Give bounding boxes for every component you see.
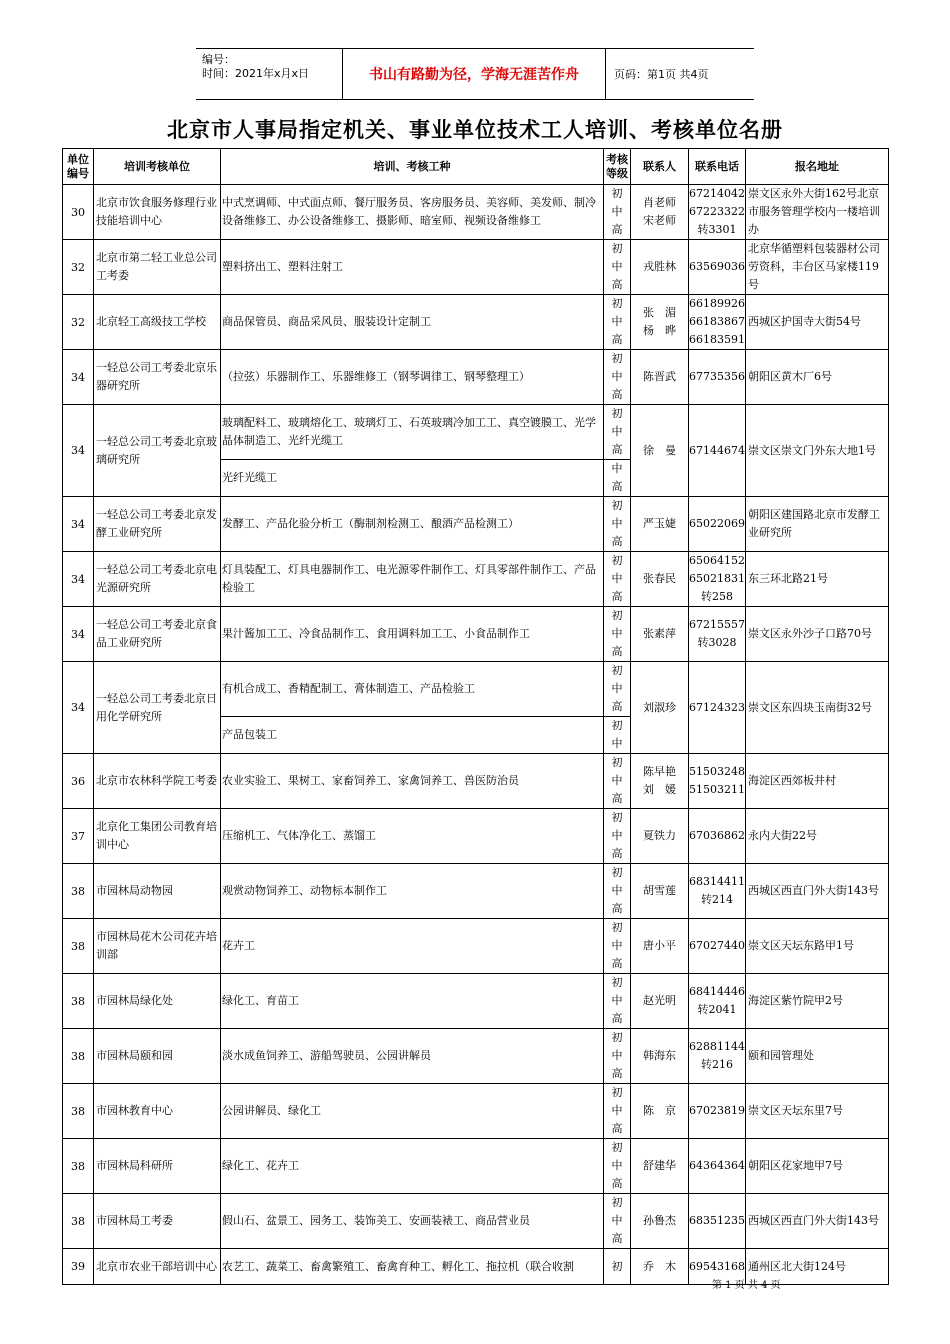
level-item: 初	[611, 1086, 623, 1099]
table-row	[63, 662, 889, 717]
contact-name: 戎胜林	[643, 260, 676, 273]
level-item: 高	[611, 590, 623, 603]
table-row	[63, 185, 889, 240]
phone-line: 转214	[701, 893, 733, 906]
level-item: 中	[611, 260, 623, 273]
unit-name: 北京市饮食服务修理行业技能培训中心	[94, 185, 221, 240]
exam-levels	[604, 185, 631, 240]
phone-line: 67144674	[689, 443, 745, 457]
phone-line: 51503248	[689, 765, 745, 778]
level-item: 中	[611, 1214, 623, 1227]
phone-line: 转3301	[697, 223, 737, 236]
contact-person	[631, 552, 689, 607]
signup-address: 海淀区紫竹院甲2号	[746, 974, 889, 1029]
trade-list: 商品保管员、商品采风员、服装设计定制工	[221, 295, 604, 350]
exam-levels	[604, 754, 631, 809]
signup-address: 西城区护国寺大街54号	[746, 295, 889, 350]
table-row	[63, 405, 889, 460]
col-trade: 培训、考核工种	[221, 149, 604, 185]
unit-name: 北京市农业干部培训中心	[94, 1249, 221, 1285]
contact-phone	[689, 185, 746, 240]
exam-levels	[604, 240, 631, 295]
trade-list: 有机合成工、香精配制工、膏体制造工、产品检验工	[221, 662, 604, 717]
contact-phone	[689, 295, 746, 350]
level-item: 初	[611, 1259, 623, 1273]
unit-code: 38	[63, 974, 94, 1029]
level-item: 中	[611, 462, 623, 475]
contact-person	[631, 295, 689, 350]
exam-levels	[604, 350, 631, 405]
level-item: 初	[611, 719, 623, 732]
level-item: 高	[611, 957, 623, 970]
unit-code: 36	[63, 754, 94, 809]
phone-line: 64364364	[689, 1159, 745, 1172]
table-row	[63, 754, 889, 809]
table-row	[63, 1029, 889, 1084]
contact-person	[631, 662, 689, 754]
level-item: 高	[611, 1012, 623, 1025]
table-row	[63, 350, 889, 405]
phone-line: 68314411	[689, 875, 745, 888]
exam-levels	[604, 717, 631, 754]
level-item: 高	[611, 223, 623, 236]
exam-levels	[604, 919, 631, 974]
contact-name: 陈 京	[643, 1104, 676, 1117]
contact-name: 张素萍	[643, 627, 676, 640]
level-item: 高	[611, 645, 623, 658]
contact-phone	[689, 864, 746, 919]
trade-list: 塑料挤出工、塑料注射工	[221, 240, 604, 295]
level-item: 初	[611, 352, 623, 365]
level-item: 初	[611, 1196, 623, 1209]
phone-line: 转2041	[697, 1003, 737, 1016]
contact-person	[631, 754, 689, 809]
phone-line: 67215557	[689, 618, 745, 631]
contact-phone	[689, 350, 746, 405]
table-row	[63, 809, 889, 864]
level-item: 中	[611, 517, 623, 530]
level-item: 中	[611, 425, 623, 438]
table-header-row	[63, 149, 889, 185]
unit-name: 一轻总公司工考委北京发酵工业研究所	[94, 497, 221, 552]
unit-name: 北京市第二轻工业总公司工考委	[94, 240, 221, 295]
trade-list: 农业实验工、果树工、家畜饲养工、家禽饲养工、兽医防治员	[221, 754, 604, 809]
unit-name: 市园林局科研所	[94, 1139, 221, 1194]
contact-phone	[689, 662, 746, 754]
contact-person	[631, 185, 689, 240]
trade-list: 产品包装工	[221, 717, 604, 754]
unit-name: 一轻总公司工考委北京食品工业研究所	[94, 607, 221, 662]
trade-list: 发酵工、产品化验分析工（酶制剂检测工、酿酒产品检测工）	[221, 497, 604, 552]
level-item: 初	[611, 921, 623, 934]
units-table	[62, 148, 889, 1285]
trade-list: 观赏动物饲养工、动物标本制作工	[221, 864, 604, 919]
phone-line: 转216	[701, 1058, 733, 1071]
contact-name: 陈晋武	[643, 370, 676, 383]
document-header	[196, 48, 754, 100]
unit-name: 一轻总公司工考委北京日用化学研究所	[94, 662, 221, 754]
trade-list: 假山石、盆景工、园务工、装饰美工、安画装裱工、商品营业员	[221, 1194, 604, 1249]
contact-phone	[689, 405, 746, 497]
exam-levels	[604, 405, 631, 460]
page-title: 北京市人事局指定机关、事业单位技术工人培训、考核单位名册	[167, 117, 783, 142]
table-row	[63, 919, 889, 974]
level-item: 中	[611, 315, 623, 328]
col-tel: 联系电话	[689, 149, 746, 185]
contact-phone	[689, 974, 746, 1029]
unit-name: 市园林局颐和园	[94, 1029, 221, 1084]
unit-name: 一轻总公司工考委北京玻璃研究所	[94, 405, 221, 497]
unit-code: 32	[63, 295, 94, 350]
level-item: 初	[611, 554, 623, 567]
level-item: 中	[611, 1049, 623, 1062]
phone-line: 转258	[701, 590, 733, 603]
level-item: 高	[611, 700, 623, 713]
signup-address: 西城区西直门外大街143号	[746, 864, 889, 919]
contact-name: 刘 媛	[643, 783, 676, 796]
level-item: 初	[611, 976, 623, 989]
signup-address: 永内大街22号	[746, 809, 889, 864]
phone-line: 65021831	[689, 572, 745, 585]
contact-person	[631, 809, 689, 864]
unit-code: 30	[63, 185, 94, 240]
table-row	[63, 607, 889, 662]
header-page: 页码：第1页 共4页	[614, 68, 709, 81]
contact-phone	[689, 1029, 746, 1084]
unit-code: 34	[63, 350, 94, 405]
trade-list: 压缩机工、气体净化工、蒸馏工	[221, 809, 604, 864]
contact-person	[631, 974, 689, 1029]
level-item: 中	[611, 1159, 623, 1172]
level-item: 初	[611, 609, 623, 622]
signup-address: 北京华循塑料包装器材公司劳资科，丰台区马家楼119号	[746, 240, 889, 295]
contact-name: 夏铁力	[643, 829, 676, 842]
signup-address: 西城区西直门外大街143号	[746, 1194, 889, 1249]
level-item: 高	[611, 333, 623, 346]
trade-list: 玻璃配料工、玻璃熔化工、玻璃灯工、石英玻璃冷加工工、真空镀膜工、光学晶体制造工、光纤光缆工	[221, 405, 604, 460]
contact-name: 肖老师	[643, 196, 676, 209]
contact-person	[631, 405, 689, 497]
table-row	[63, 1084, 889, 1139]
unit-name: 一轻总公司工考委北京电光源研究所	[94, 552, 221, 607]
unit-name: 市园林局动物园	[94, 864, 221, 919]
contact-phone	[689, 754, 746, 809]
table-row	[63, 295, 889, 350]
contact-phone	[689, 1139, 746, 1194]
contact-phone	[689, 809, 746, 864]
contact-person	[631, 497, 689, 552]
phone-line: 67036862	[689, 829, 745, 842]
contact-phone	[689, 552, 746, 607]
unit-code: 38	[63, 919, 94, 974]
signup-address: 崇文区东四块玉南街32号	[746, 662, 889, 754]
col-level: 考核等级	[604, 149, 631, 185]
level-item: 中	[611, 627, 623, 640]
contact-name: 刘淑珍	[643, 700, 676, 714]
contact-person	[631, 240, 689, 295]
level-item: 中	[611, 1104, 623, 1117]
trade-list: 灯具装配工、灯具电器制作工、电光源零件制作工、灯具零部件制作工、产品检验工	[221, 552, 604, 607]
contact-name: 乔 木	[643, 1259, 676, 1273]
signup-address: 崇文区永外大街162号北京市服务管理学校内一楼培训办	[746, 185, 889, 240]
trade-list: 花卉工	[221, 919, 604, 974]
contact-person	[631, 1029, 689, 1084]
signup-address: 朝阳区建国路北京市发酵工业研究所	[746, 497, 889, 552]
unit-code: 34	[63, 497, 94, 552]
phone-line: 转3028	[697, 636, 737, 649]
unit-code: 37	[63, 809, 94, 864]
level-item: 初	[611, 866, 623, 879]
phone-line: 67735356	[689, 370, 745, 383]
signup-address: 颐和园管理处	[746, 1029, 889, 1084]
contact-name: 徐 曼	[643, 443, 676, 457]
table-row	[63, 552, 889, 607]
phone-line: 69543168	[689, 1259, 745, 1273]
level-item: 高	[611, 480, 623, 493]
signup-address: 东三环北路21号	[746, 552, 889, 607]
exam-levels	[604, 1029, 631, 1084]
contact-name: 孙鲁杰	[643, 1214, 676, 1227]
contact-phone	[689, 1194, 746, 1249]
contact-person	[631, 1249, 689, 1285]
level-item: 高	[611, 847, 623, 860]
level-item: 中	[611, 939, 623, 952]
level-item: 中	[611, 994, 623, 1007]
unit-name: 市园林教育中心	[94, 1084, 221, 1139]
table-row	[63, 240, 889, 295]
contact-phone	[689, 497, 746, 552]
unit-code: 38	[63, 1029, 94, 1084]
phone-line: 63569036	[689, 260, 745, 273]
table-row	[63, 864, 889, 919]
level-item: 初	[611, 297, 623, 310]
trade-list: 农艺工、蔬菜工、畜禽繁殖工、畜禽育种工、孵化工、拖拉机（联合收割	[221, 1249, 604, 1285]
signup-address: 崇文区天坛东路甲1号	[746, 919, 889, 974]
unit-code: 38	[63, 1194, 94, 1249]
unit-code: 38	[63, 1084, 94, 1139]
level-item: 高	[611, 792, 623, 805]
header-motto: 书山有路勤为径，学海无涯苦作舟	[343, 49, 606, 99]
trade-list: （拉弦）乐器制作工、乐器维修工（钢琴调律工、钢琴整理工）	[221, 350, 604, 405]
page-footer: 第 1 页 共 4 页	[712, 1280, 781, 1291]
exam-levels	[604, 974, 631, 1029]
level-item: 高	[611, 535, 623, 548]
contact-name: 张春民	[643, 572, 676, 585]
contact-name: 宋老师	[643, 214, 676, 227]
col-unit: 培训考核单位	[94, 149, 221, 185]
level-item: 初	[611, 1031, 623, 1044]
level-item: 高	[611, 278, 623, 291]
table-row	[63, 497, 889, 552]
unit-name: 北京市农林科学院工考委	[94, 754, 221, 809]
exam-levels	[604, 295, 631, 350]
level-item: 高	[611, 1177, 623, 1190]
trade-list: 绿化工、育苗工	[221, 974, 604, 1029]
trade-list: 光纤光缆工	[221, 460, 604, 497]
table-row	[63, 1139, 889, 1194]
phone-line: 67124323	[689, 700, 745, 714]
level-item: 高	[611, 443, 623, 456]
col-addr: 报名地址	[746, 149, 889, 185]
trade-list: 公园讲解员、绿化工	[221, 1084, 604, 1139]
unit-name: 市园林局绿化处	[94, 974, 221, 1029]
contact-phone	[689, 1084, 746, 1139]
header-meta	[196, 49, 343, 99]
level-item: 中	[611, 205, 623, 218]
contact-person	[631, 1194, 689, 1249]
unit-name: 市园林局工考委	[94, 1194, 221, 1249]
trade-list: 果汁酱加工工、冷食品制作工、食用调料加工工、小食品制作工	[221, 607, 604, 662]
exam-levels	[604, 1139, 631, 1194]
level-item: 中	[611, 884, 623, 897]
contact-name: 胡雪莲	[643, 884, 676, 897]
unit-code: 39	[63, 1249, 94, 1285]
level-item: 高	[611, 1122, 623, 1135]
contact-name: 严玉婕	[643, 517, 676, 530]
phone-line: 65064152	[689, 554, 745, 567]
contact-name: 唐小平	[643, 939, 676, 952]
level-item: 初	[611, 1141, 623, 1154]
exam-levels	[604, 552, 631, 607]
trade-list: 中式烹调师、中式面点师、餐厅服务员、客房服务员、美容师、美发师、制冷设备维修工、办公设备维修工、摄影师、暗室师、视频设备维修工	[221, 185, 604, 240]
contact-name: 杨 晔	[643, 324, 676, 337]
exam-levels	[604, 607, 631, 662]
unit-name: 北京化工集团公司教育培训中心	[94, 809, 221, 864]
trade-list: 淡水成鱼饲养工、游船驾驶员、公园讲解员	[221, 1029, 604, 1084]
unit-code: 38	[63, 1139, 94, 1194]
unit-name: 北京轻工高级技工学校	[94, 295, 221, 350]
unit-code: 38	[63, 864, 94, 919]
level-item: 中	[611, 572, 623, 585]
signup-address: 朝阳区花家地甲7号	[746, 1139, 889, 1194]
header-number: 编号：	[202, 53, 235, 66]
level-item: 初	[611, 756, 623, 769]
level-item: 初	[611, 664, 623, 677]
contact-name: 韩海东	[643, 1049, 676, 1062]
unit-name: 市园林局花木公司花卉培训部	[94, 919, 221, 974]
unit-code: 34	[63, 607, 94, 662]
level-item: 高	[611, 1232, 623, 1245]
level-item: 初	[611, 187, 623, 200]
phone-line: 62881144	[689, 1040, 745, 1053]
unit-code: 34	[63, 662, 94, 754]
unit-code: 34	[63, 552, 94, 607]
signup-address: 崇文区崇文门外东大地1号	[746, 405, 889, 497]
contact-phone	[689, 240, 746, 295]
level-item: 高	[611, 902, 623, 915]
phone-line: 67214042	[689, 187, 745, 200]
trade-list: 绿化工、花卉工	[221, 1139, 604, 1194]
exam-levels	[604, 809, 631, 864]
phone-line: 66183591	[689, 333, 745, 346]
level-item: 中	[611, 774, 623, 787]
contact-name: 赵光明	[643, 994, 676, 1007]
contact-person	[631, 607, 689, 662]
exam-levels	[604, 1249, 631, 1285]
phone-line: 65022069	[689, 517, 745, 530]
contact-name: 陈早艳	[643, 765, 676, 778]
table-row	[63, 974, 889, 1029]
unit-name: 一轻总公司工考委北京乐器研究所	[94, 350, 221, 405]
contact-person	[631, 350, 689, 405]
level-item: 初	[611, 499, 623, 512]
level-item: 初	[611, 811, 623, 824]
level-item: 初	[611, 242, 623, 255]
contact-name: 舒建华	[643, 1159, 676, 1172]
table-row	[63, 1194, 889, 1249]
exam-levels	[604, 497, 631, 552]
header-time: 时间：2021年x月x日	[202, 67, 310, 80]
phone-line: 51503211	[689, 783, 745, 796]
col-code: 单位编号	[63, 149, 94, 185]
col-contact: 联系人	[631, 149, 689, 185]
phone-line: 68414446	[689, 985, 745, 998]
signup-address: 朝阳区黄木厂6号	[746, 350, 889, 405]
exam-levels	[604, 864, 631, 919]
phone-line: 66189926	[689, 297, 745, 310]
phone-line: 66183867	[689, 315, 745, 328]
contact-name: 张 湄	[643, 306, 676, 319]
phone-line: 68351235	[689, 1214, 745, 1227]
level-item: 中	[611, 829, 623, 842]
level-item: 高	[611, 1067, 623, 1080]
signup-address: 通州区北大街124号	[746, 1249, 889, 1285]
contact-person	[631, 1139, 689, 1194]
signup-address: 海淀区西郊板井村	[746, 754, 889, 809]
exam-levels	[604, 1194, 631, 1249]
contact-person	[631, 864, 689, 919]
level-item: 高	[611, 388, 623, 401]
phone-line: 67027440	[689, 939, 745, 952]
level-item: 中	[611, 682, 623, 695]
contact-person	[631, 919, 689, 974]
level-item: 初	[611, 407, 623, 420]
signup-address: 崇文区天坛东里7号	[746, 1084, 889, 1139]
exam-levels	[604, 460, 631, 497]
phone-line: 67023819	[689, 1104, 745, 1117]
level-item: 中	[611, 370, 623, 383]
unit-code: 32	[63, 240, 94, 295]
contact-phone	[689, 607, 746, 662]
phone-line: 67223322	[689, 205, 745, 218]
contact-person	[631, 1084, 689, 1139]
signup-address: 崇文区永外沙子口路70号	[746, 607, 889, 662]
exam-levels	[604, 1084, 631, 1139]
level-item: 中	[611, 737, 623, 750]
exam-levels	[604, 662, 631, 717]
unit-code: 34	[63, 405, 94, 497]
contact-phone	[689, 919, 746, 974]
